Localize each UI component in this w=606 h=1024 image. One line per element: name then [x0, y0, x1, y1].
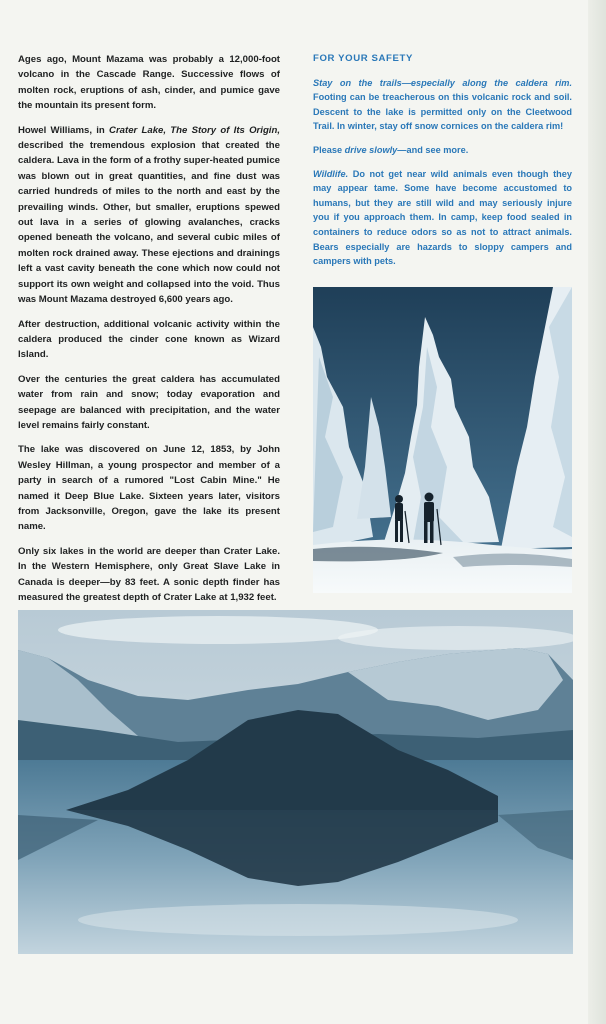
paragraph-water-level: Over the centuries the great caldera has accumulated water from rain and snow; today evaporation and seepage are balanced with precipitation, and the water level remains fairly constant. [18, 373, 280, 431]
paragraph-williams: Howel Williams, in Crater Lake, The Story of Its Origin, described the tremendous explosion that created the caldera. Lava in the form of a frothy super-heated pumice was blown out in great quantities, and fine dust was carried hundreds of miles to the north and east by the prevailing winds. Other, but smaller, eruptions spewed out lava in a series of glowing avalanches, cracks opened beneath the volcano, and several cubic miles of molten rock drained away. These ejections and drainings left a vast cavity beneath the cone which now could not support its own weight and collapsed into the void. Thus was Mount Mazama destroyed 6,600 years ago. [18, 124, 281, 306]
safety-heading: FOR YOUR SAFETY [313, 53, 413, 64]
paragraph-trails: Stay on the trails—especially along the caldera rim. Footing can be treacherous on this volcanic rock and soil. Descent to the lake is permitted only on the Cleetwood Trail. In winter, stay off snow cornices on the caldera rim! [313, 77, 572, 132]
paragraph-wizard-island: After destruction, additional volcanic activity within the caldera produced the cinder cone known as Wizard Island. [18, 318, 280, 361]
history-column [18, 52, 280, 614]
crater-lake-photo [18, 610, 573, 954]
paragraph-mazama: Ages ago, Mount Mazama was probably a 12,000-foot volcano in the Cascade Range. Successive flows of molten rock, eruptions of ash, cinder, and pumice gave the mountain its present form. [18, 54, 280, 112]
safety-column [313, 52, 572, 278]
paragraph-drive: Please drive slowly—and see more. [313, 144, 469, 155]
paragraph-wildlife: Wildlife. Do not get near wild animals even though they may appear tame. Some have become accustomed to humans, but they are still wild and may seriously injure you if you approach them. In camp, keep food sealed in containers to reduce odors so as not to attract animals. Bears especially are hazards to sloppy campers and campers with pets. [313, 168, 572, 267]
paragraph-depth: Only six lakes in the world are deeper than Crater Lake. In the Western Hemisphere, only Great Slave Lake in Canada is deeper—by 83 feet. A sonic depth finder has measured the greatest depth of Crater Lake at 1,932 feet. [18, 545, 280, 603]
page-edge [588, 0, 606, 1024]
paragraph-discovery: The lake was discovered on June 12, 1853, by John Wesley Hillman, a young prospector and member of a party in search of a rumored "Lost Cabin Mine." He named it Deep Blue Lake. Sixteen years later, visitors from Jacksonville, Oregon, gave the lake its present name. [18, 444, 280, 533]
book-title: Crater Lake, The Story of Its Origin, [109, 124, 281, 136]
snow-trees-photo [313, 287, 572, 593]
